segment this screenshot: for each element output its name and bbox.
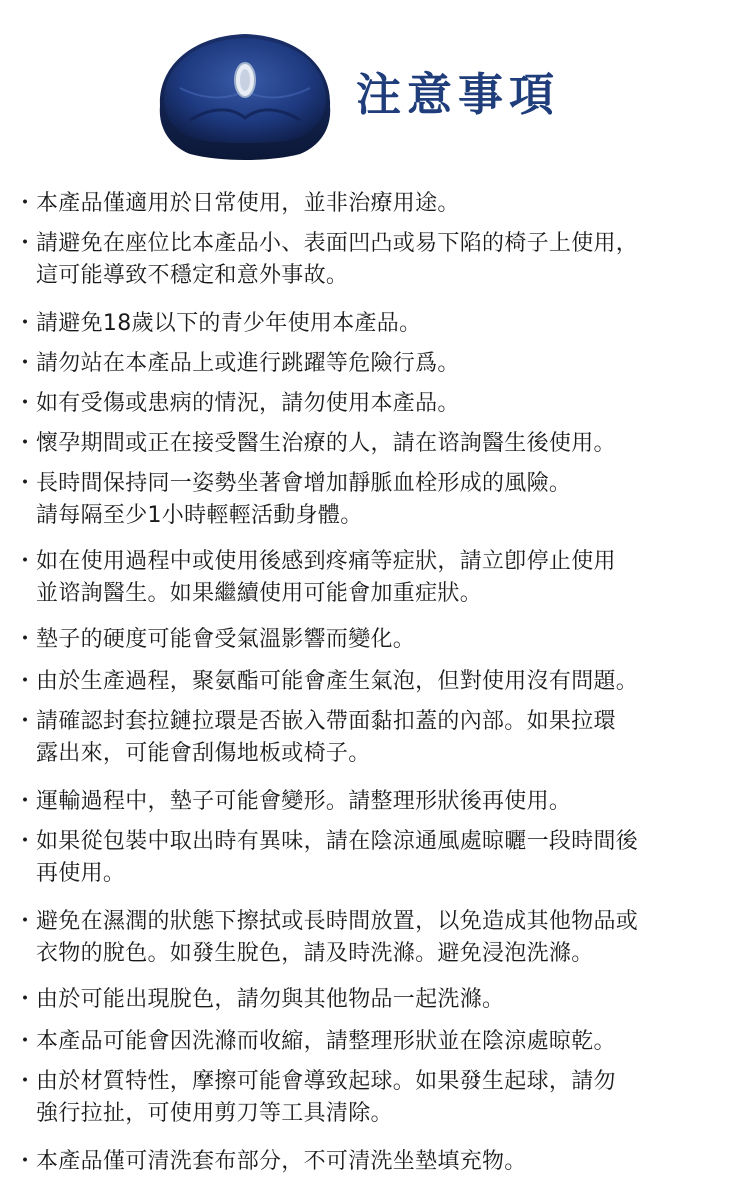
bullet: ・ xyxy=(14,669,37,694)
note-item xyxy=(14,1146,748,1178)
note-text: 運輸過程中，墊子可能會變形。請整理形狀後再使用。 xyxy=(36,789,572,814)
note-text: 衣物的脫色。如發生脫色，請及時洗滌。避免浸泡洗滌。 xyxy=(36,941,594,966)
bullet: ・ xyxy=(14,1069,37,1094)
note-text: 請避免18歲以下的青少年使用本產品。 xyxy=(36,311,422,336)
note-text: 本產品僅可清洗套布部分，不可清洗坐墊填充物。 xyxy=(36,1149,527,1174)
bullet: ・ xyxy=(14,987,37,1012)
note-item xyxy=(14,348,748,380)
note-text: 避免在濕潤的狀態下擦拭或長時間放置，以免造成其他物品或 xyxy=(36,909,639,934)
note-text: 本產品僅適用於日常使用，並非治療用途。 xyxy=(36,191,460,216)
note-item xyxy=(14,188,748,220)
note-text: 並谘詢醫生。如果繼續使用可能會加重症狀。 xyxy=(36,581,483,606)
page-title: 注意事項 xyxy=(356,68,561,121)
note-item xyxy=(14,228,748,292)
note-item xyxy=(14,1066,748,1130)
header xyxy=(0,0,750,175)
note-item xyxy=(14,428,748,460)
bullet: ・ xyxy=(14,471,37,496)
bullet: ・ xyxy=(14,909,37,934)
note-text: 長時間保持同一姿勢坐著會增加靜脈血栓形成的風險。 xyxy=(36,471,572,496)
bullet: ・ xyxy=(14,789,37,814)
bullet: ・ xyxy=(14,709,37,734)
note-item xyxy=(14,984,748,1016)
note-item xyxy=(14,546,748,610)
bullet: ・ xyxy=(14,231,37,256)
note-item xyxy=(14,388,748,420)
bullet: ・ xyxy=(14,829,37,854)
note-item xyxy=(14,826,748,890)
note-text: 再使用。 xyxy=(36,861,126,886)
bullet: ・ xyxy=(14,1029,37,1054)
bullet: ・ xyxy=(14,191,37,216)
note-item xyxy=(14,624,748,656)
note-item xyxy=(14,906,748,970)
note-item xyxy=(14,786,748,818)
note-text: 強行拉扯，可使用剪刀等工具清除。 xyxy=(36,1101,393,1126)
note-text: 由於可能出現脫色，請勿與其他物品一起洗滌。 xyxy=(36,987,505,1012)
note-text: 墊子的硬度可能會受氣溫影響而變化。 xyxy=(36,627,416,652)
note-item xyxy=(14,468,748,532)
bullet: ・ xyxy=(14,431,37,456)
note-text: 請勿站在本產品上或進行跳躍等危險行爲。 xyxy=(36,351,460,376)
note-item xyxy=(14,1026,748,1058)
note-text: 由於材質特性，摩擦可能會導致起球。如果發生起球，請勿 xyxy=(36,1069,616,1094)
bullet: ・ xyxy=(14,391,37,416)
note-text: 如有受傷或患病的情況，請勿使用本產品。 xyxy=(36,391,460,416)
seat-cushion-icon xyxy=(150,28,340,163)
note-text: 本產品可能會因洗滌而收縮，請整理形狀並在陰涼處晾乾。 xyxy=(36,1029,616,1054)
note-text: 如果從包裝中取出時有異味，請在陰涼通風處晾曬一段時間後 xyxy=(36,829,639,854)
bullet: ・ xyxy=(14,351,37,376)
bullet: ・ xyxy=(14,627,37,652)
note-text: 由於生產過程，聚氨酯可能會產生氣泡，但對使用沒有問題。 xyxy=(36,669,639,694)
bullet: ・ xyxy=(14,549,37,574)
bullet: ・ xyxy=(14,311,37,336)
note-text: 請確認封套拉鏈拉環是否嵌入帶面黏扣蓋的內部。如果拉環 xyxy=(36,709,616,734)
note-text: 如在使用過程中或使用後感到疼痛等症狀，請立卽停止使用 xyxy=(36,549,616,574)
note-text: 請每隔至少1小時輕輕活動身體。 xyxy=(36,503,363,528)
note-text: 這可能導致不穩定和意外事故。 xyxy=(36,263,349,288)
bullet: ・ xyxy=(14,1149,37,1174)
note-item xyxy=(14,308,748,340)
note-item xyxy=(14,666,748,698)
note-item xyxy=(14,706,748,770)
note-text: 露出來，可能會刮傷地板或椅子。 xyxy=(36,741,371,766)
note-text: 請避免在座位比本產品小、表面凹凸或易下陷的椅子上使用， xyxy=(36,231,639,256)
note-text: 懷孕期間或正在接受醫生治療的人，請在谘詢醫生後使用。 xyxy=(36,431,616,456)
